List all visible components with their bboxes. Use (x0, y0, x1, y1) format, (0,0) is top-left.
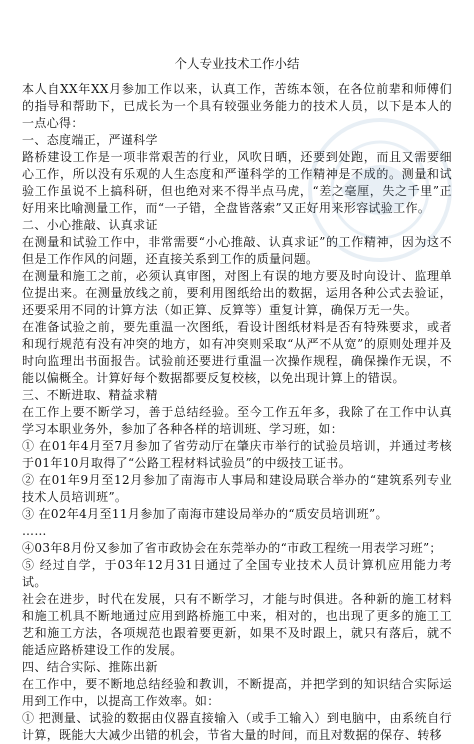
paragraph: 在准备试验之前，要先重温一次图纸，看设计图纸材料是否有特殊要求，或者和现行规范有没有冲突的地方，如有冲突则采取“从严不从宽”的原则处理并及时向监理出书面报告。试验前还要进行重温一次操作规程，确保操作无误，不能以偏概全。计算好每个数据都要反复校核，以免出现计算上的错误。 (22, 320, 452, 385)
list-item: ② 在01年9月至12月参加了南海市人事局和建设局联合举办的“建筑系列专业技术人员培训班”。 (22, 473, 452, 504)
paragraph: 在工作上要不断学习，善于总结经验。至今工作五年多，我除了在工作中认真学习本职业务外，参加了各种各样的培训班、学习班，如： (22, 405, 452, 436)
paragraph: 社会在进步，时代在发展，只有不断学习，才能与时俱进。各种新的施工材料和施工机具不断地通过应用到路桥施工中来，相对的，也出现了更多的施工工艺和施工方法，各项规范也跟着要更新，如果不及时跟上，就只有落后，就不能适应路桥建设工作的发展。 (22, 592, 452, 657)
document-title: 个人专业技术工作小结 (174, 56, 300, 71)
section-heading-3: 三、不断进取、精益求精 (22, 388, 158, 402)
list-item: ③ 在02年4月至11月参加了南海市建设局举办的“质安员培训班”。 (22, 507, 388, 521)
section-heading-4: 四、结合实际、推陈出新 (22, 660, 158, 674)
section-heading-2: 二、小心推敲、认真求证 (22, 218, 158, 232)
ellipsis: …… (22, 524, 47, 538)
paragraph: 在测量和试验工作中，非常需要“小心推敲、认真求证”的工作精神，因为这不但是工作作风的问题，还直接关系到工作的质量问题。 (22, 235, 452, 266)
section-heading-1: 一、态度端正，严谨科学 (22, 133, 158, 147)
list-item: ① 在01年4月至7月参加了省劳动厅在肇庆市举行的试验员培训，并通过考核于01年10月取得了“公路工程材料试验员”的中级技工证书。 (22, 439, 452, 470)
paragraph: 在工作中，要不断地总结经验和教训，不断提高，并把学到的知识结合实际运用到工作中，以提高工作效率。如： (22, 677, 452, 708)
document-body (22, 81, 452, 744)
list-item: ① 把测量、试验的数据由仪器直接输入（或手工输入）到电脑中，由系统自行计算，既能大大减少出错的机会，节省大量的时间，而且对数据的保存、转移 (22, 711, 452, 742)
paragraph: 在测量和施工之前，必须认真审图，对图上有误的地方要及时向设计、监理单位提出来。在测量放线之前，要利用图纸给出的数据，运用各种公式去验证，还要采用不同的计算方法（如正算、反算等）重复计算，确保万无一失。 (22, 269, 452, 317)
list-item: ④03年8月份又参加了省市政协会在东莞举办的“市政工程统一用表学习班”； (22, 541, 442, 555)
list-item: ⑤ 经过自学，于03年12月31日通过了全国专业技术人员计算机应用能力考试。 (22, 558, 452, 589)
paragraph: 路桥建设工作是一项非常艰苦的行业，风吹日晒，还要到处跑，而且又需要细心工作，所以没有乐观的人生态度和严谨科学的工作精神是不成的。测量和试验工作虽说不上搞科研，但也绝对来不得半点马虎，“差之毫厘，失之千里”正好用来比喻测量工作，而“一子错，全盘皆落索”又正好用来形容试验工作。 (22, 150, 452, 215)
intro-paragraph: 本人自XX年XX月参加工作以来，认真工作，苦练本领，在各位前辈和师傅们的指导和帮助下，已成长为一个具有较强业务能力的技术人员，以下是本人的一点心得： (22, 82, 452, 130)
